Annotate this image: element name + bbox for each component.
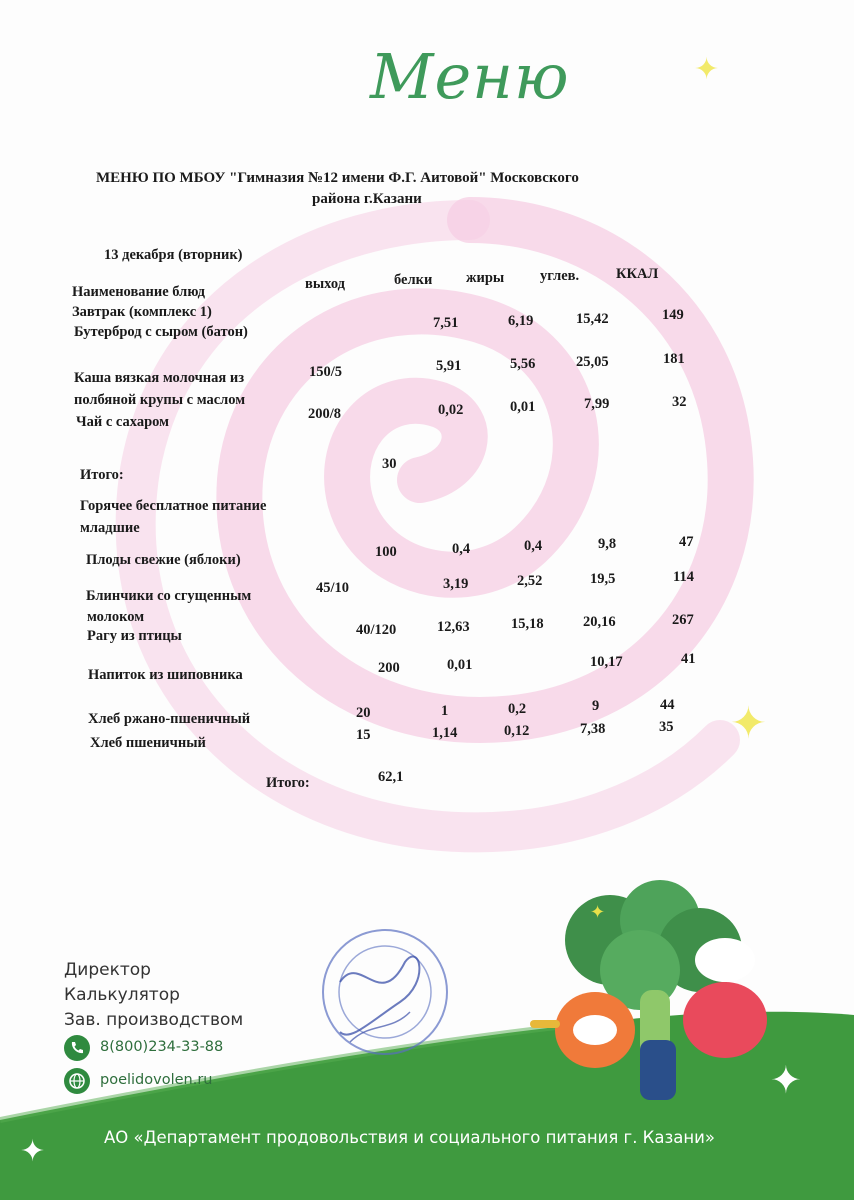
table-cell-kcal: 44 [660,697,675,713]
table-cell-yield: 45/10 [316,580,350,596]
table-cell-protein: 5,91 [436,358,462,374]
sparkle-icon: ✦ [20,1134,46,1169]
table-cell-kcal: 32 [672,394,687,410]
table-cell-fat: 0,2 [508,701,527,717]
table-row-name: Чай с сахаром [76,414,170,430]
total-value: 62,1 [378,769,404,785]
sparkle-icon: ✦ [770,1058,802,1102]
signature-director: Директор [64,960,151,980]
table-row-name: Хлеб ржано-пшеничный [88,711,251,727]
table-cell-fat: 0,12 [504,723,530,739]
table-row-name: Рагу из птицы [87,628,182,644]
column-header-fat: жиры [466,270,505,286]
table-cell-kcal: 149 [662,307,684,323]
column-header-carbs: углев. [540,268,580,284]
table-cell-yield: 30 [382,456,397,472]
table-cell-yield: 20 [356,705,371,721]
menu-title: Меню [370,40,570,113]
table-cell-protein: 0,01 [447,657,473,673]
table-cell-carbs: 15,42 [576,311,609,327]
column-header-name: Наименование блюд [72,284,205,300]
table-cell-carbs: 25,05 [576,354,609,370]
table-cell-carbs: 7,99 [584,396,610,412]
table-cell-protein: 0,4 [452,541,471,557]
sparkle-icon: ✦ [730,698,767,749]
table-cell-yield: 150/5 [309,364,343,380]
table-cell-protein: 7,51 [433,315,459,331]
table-cell-yield: 15 [356,727,371,743]
table-cell-fat: 0,4 [524,538,543,554]
table-cell-kcal: 181 [663,351,685,367]
phone-icon [64,1035,90,1061]
contact-phone[interactable]: 8(800)234-33-88 [100,1039,224,1055]
table-cell-kcal: 114 [673,569,694,585]
table-cell-protein: 1 [441,703,449,719]
column-header-protein: белки [394,272,433,288]
table-cell-yield: 100 [375,544,397,560]
sparkle-icon: ✦ [590,902,606,923]
table-cell-fat: 6,19 [508,313,534,329]
table-cell-yield: 200 [378,660,400,676]
contact-website[interactable]: poelidovolen.ru [100,1072,213,1088]
sparkle-icon: ✦ [694,52,720,87]
table-cell-fat: 0,01 [510,399,536,415]
menu-date: 13 декабря (вторник) [104,247,243,263]
table-cell-fat: 2,52 [517,573,543,589]
table-cell-kcal: 35 [659,719,674,735]
table-cell-kcal: 267 [672,612,694,628]
table-row-name: Каша вязкая молочная из [74,370,245,386]
table-cell-protein: 3,19 [443,576,469,592]
globe-icon [64,1068,90,1094]
table-cell-kcal: 47 [679,534,694,550]
table-row-name: Завтрак (комплекс 1) [72,304,212,320]
column-header-yield: выход [305,276,346,292]
table-cell-kcal: 41 [681,651,696,667]
table-cell-carbs: 9 [592,698,600,714]
table-cell-fat: 15,18 [511,616,544,632]
table-row-name: Хлеб пшеничный [90,735,206,751]
table-cell-carbs: 20,16 [583,614,616,630]
table-row-name: Плоды свежие (яблоки) [86,552,241,568]
table-row-name: Бутерброд с сыром (батон) [74,324,248,340]
table-row-name: полбяной крупы с маслом [74,392,246,408]
table-cell-carbs: 10,17 [590,654,623,670]
document-heading-line1: МЕНЮ ПО МБОУ "Гимназия №12 имени Ф.Г. Аитовой" Московского [96,170,579,186]
column-header-kcal: ККАЛ [616,266,659,282]
table-cell-carbs: 19,5 [590,571,616,587]
table-cell-protein: 1,14 [432,725,458,741]
table-row-name: Блинчики со сгущенным [86,588,252,604]
table-cell-yield: 200/8 [308,406,342,422]
table-cell-fat: 5,56 [510,356,536,372]
document-heading-line2: района г.Казани [312,191,422,207]
total-label: Итого: [266,775,310,791]
table-row-name: молоком [87,609,145,625]
table-row-name: Горячее бесплатное питание [80,498,267,514]
table-row-name: Напиток из шиповника [88,667,243,683]
table-cell-carbs: 7,38 [580,721,606,737]
signature-production-manager: Зав. производством [64,1010,244,1030]
table-row-name: младшие [80,520,140,536]
table-row-name: Итого: [80,467,124,483]
signature-calculator: Калькулятор [64,985,180,1005]
table-cell-protein: 12,63 [437,619,470,635]
table-cell-protein: 0,02 [438,402,464,418]
organization-name: АО «Департамент продовольствия и социального питания г. Казани» [104,1128,715,1147]
official-stamp [310,922,460,1062]
table-cell-yield: 40/120 [356,622,397,638]
table-cell-carbs: 9,8 [598,536,617,552]
